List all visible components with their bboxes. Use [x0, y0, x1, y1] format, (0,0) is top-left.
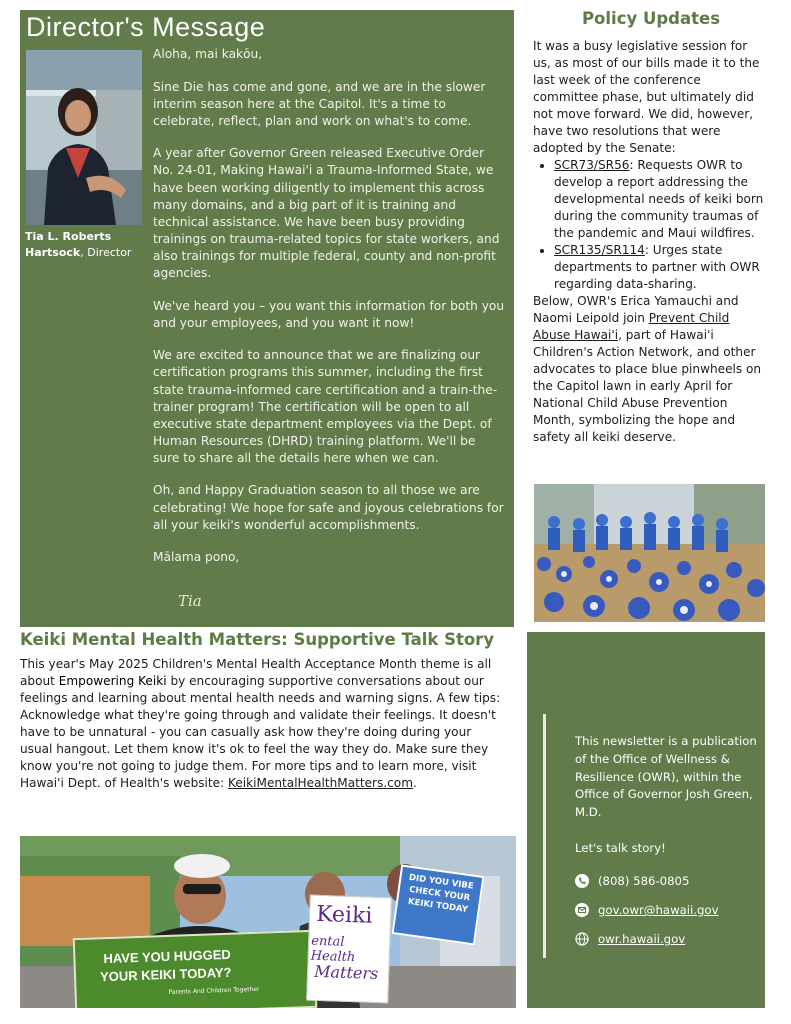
policy-intro: It was a busy legislative session for us, as most of our bills made it to the last week of the conference committee phase, but ultimately did not move forward. We did, however, have two resolutions that were adopted by the Senate: — [533, 39, 760, 155]
directors-message-title: Director's Message — [26, 12, 266, 42]
letter-paragraph: Oh, and Happy Graduation season to all those we are celebrating! We hope for safe and joyous celebrations for all your keiki's wonderful accomplishments. — [153, 483, 504, 532]
phone-number[interactable]: (808) 586-0805 — [598, 874, 690, 888]
vibe-sign-text: DID YOU VIBE CHECK YOUR KEIKI TODAY — [407, 872, 475, 916]
pinwheel-photo — [534, 484, 765, 622]
keiki-website-link[interactable]: KeikiMentalHealthMatters.com — [228, 776, 413, 790]
policy-updates-title: Policy Updates — [581, 9, 721, 28]
list-item — [554, 242, 765, 293]
newsletter-info-panel — [527, 632, 765, 1008]
web-contact — [575, 932, 685, 946]
policy-outro — [533, 293, 765, 446]
keiki-sign-word3: Matters — [313, 961, 379, 984]
website-link[interactable]: owr.hawaii.gov — [598, 932, 686, 946]
keiki-section-body — [20, 656, 504, 792]
letter-paragraph: A year after Governor Green released Executive Order No. 24-01, Making Hawai'i a Trauma-Informed State, we have been working diligently to implement this across many domains, and a big part of it is training and technical assistance. We have been busy providing trainings on trauma-related topics for state workers, and also trainings for multiple federal, county and non-profit agencies. — [153, 146, 500, 281]
list-item — [554, 157, 765, 242]
directors-message-panel — [20, 10, 514, 627]
keiki-section-title: Keiki Mental Health Matters: Supportive Talk Story — [20, 630, 495, 649]
hug-sign-line2: YOUR KEIKI TODAY? — [99, 964, 232, 985]
vibe-check-sign — [392, 864, 485, 945]
keiki-sign-word2: ental Health — [310, 933, 356, 966]
letter-paragraph: Sine Die has come and gone, and we are in the slower interim season here at the Capitol. It's a time to celebrate, reflect, plan and work on what's to come. — [153, 79, 486, 128]
resolution-link-scr73[interactable]: SCR73/SR56 — [554, 158, 630, 172]
letter-closing: Mālama pono, — [153, 550, 240, 565]
keiki-text: . — [413, 776, 417, 790]
outro-text: , part of Hawai'i Children's Action Network, and other advocates to place blue pinwheels on the Capitol lawn in early April for National Child Abuse Prevention Month, symbolizing the hope and safety all keiki deserve. — [533, 328, 762, 444]
sign-waving-photo — [20, 836, 516, 1008]
resolution-link-scr135[interactable]: SCR135/SR114 — [554, 243, 645, 257]
keiki-emphasis: Empowering Keiki — [58, 674, 167, 688]
divider-bar — [543, 714, 546, 958]
talk-story-label: Let's talk story! — [575, 841, 666, 855]
director-letter — [153, 46, 505, 582]
resolution-text: : Urges state departments to partner with OWR regarding data-sharing. — [554, 243, 760, 291]
keiki-sign-word: Keiki — [315, 901, 373, 929]
keiki-sign — [306, 895, 392, 1004]
keiki-text: This year's May 2025 Children's Mental Health Acceptance Month theme is all about — [20, 657, 492, 688]
hug-sign-org: Parents And Children Together — [168, 985, 260, 996]
phone-icon — [575, 874, 589, 888]
director-caption — [25, 229, 150, 261]
director-portrait — [26, 50, 142, 225]
email-link[interactable]: gov.owr@hawaii.gov — [598, 903, 719, 917]
resolution-text: : Requests OWR to develop a report addressing the developmental needs of keiki born during the community traumas of the pandemic and Maui wildfires. — [554, 158, 764, 240]
keiki-text: by encouraging supportive conversations about our feelings and learning about mental health needs and warning signs. A few tips: Acknowledge what they're going through and validate their feelings. It doesn't have to be unnatural - you can casually ask how they're doing during your usual hangout. Let them know it's ok to feel the way they do. Make sure they know you're not going to judge them. For more tips and to learn more, visit Hawai'i Dept. of Health's website: — [20, 674, 501, 790]
hug-sign-line1: HAVE YOU HUGGED — [103, 946, 232, 967]
policy-updates-body — [533, 38, 765, 446]
letter-paragraph: We are excited to announce that we are finalizing our certification programs this summer, including the first state trauma-informed care certification and a train-the-trainer program! The certification will be open to all executive state department employees via the Dept. of Human Resources (DHRD) training platform. We'll be sure to share all the details here when we can. — [153, 348, 498, 465]
phone-contact — [575, 874, 689, 888]
director-role: , Director — [80, 246, 132, 259]
resolutions-list — [533, 157, 765, 293]
newsletter-info-text: This newsletter is a publication of the Office of Wellness & Resilience (OWR), within the Office of Governor Josh Green, M.D. — [575, 734, 757, 820]
prevent-child-abuse-link[interactable]: Prevent Child Abuse Hawai'i — [533, 311, 730, 342]
outro-text: Below, OWR's Erica Yamauchi and Naomi Leipold join — [533, 294, 739, 325]
email-contact — [575, 903, 718, 917]
letter-paragraph: We've heard you – you want this information for both you and your employees, and you want it now! — [153, 298, 505, 330]
letter-paragraph: Aloha, mai kakōu, — [153, 47, 263, 61]
director-name: Tia L. Roberts Hartsock — [25, 230, 112, 259]
globe-icon — [575, 932, 589, 946]
email-icon — [575, 903, 589, 917]
hug-sign — [73, 930, 318, 1008]
director-signature: Tia — [178, 592, 202, 610]
